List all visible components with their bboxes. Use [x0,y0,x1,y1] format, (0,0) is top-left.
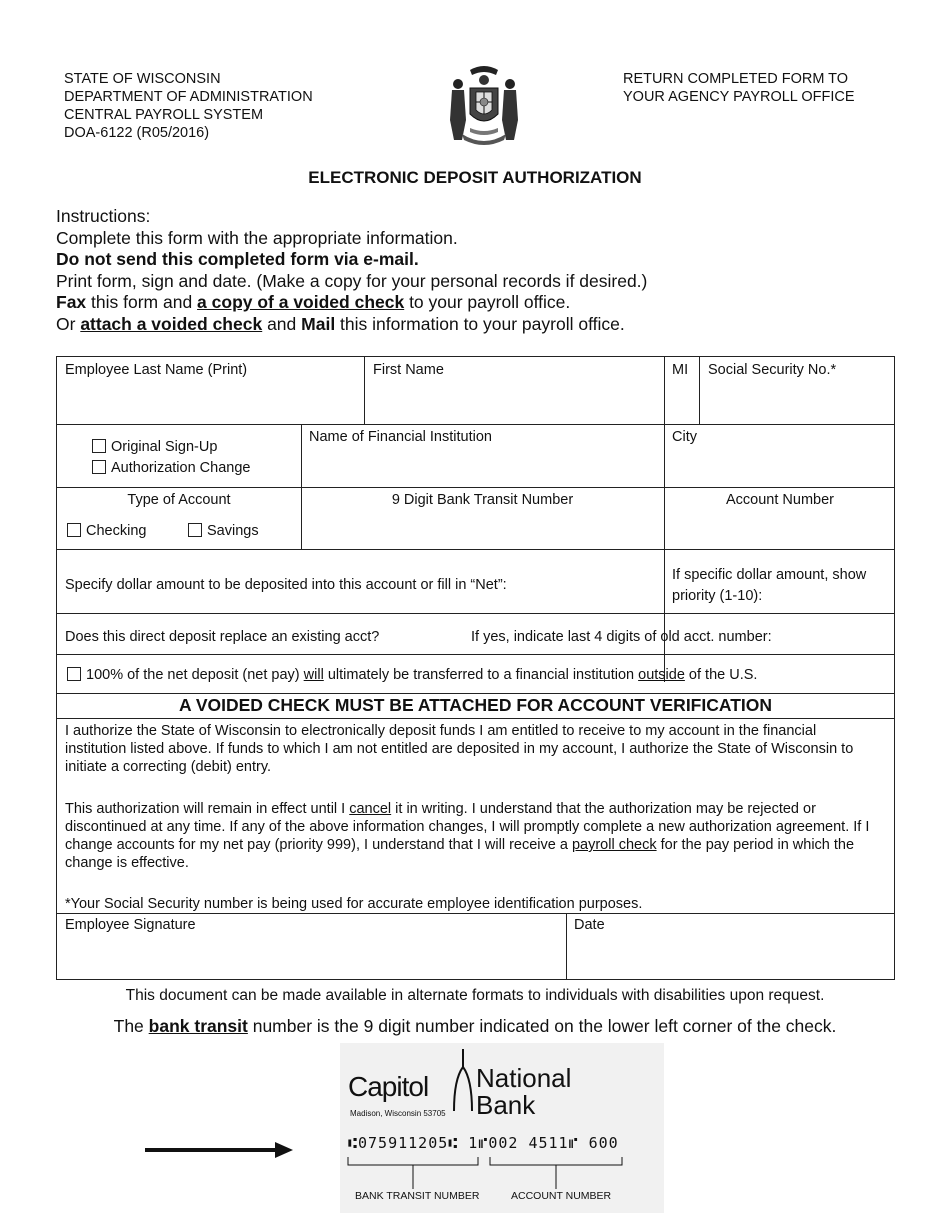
intl-text: of the U.S. [684,667,758,683]
first-name-label: First Name [373,362,444,378]
capitol-dome-icon [450,1049,476,1111]
last4-question: If yes, indicate last 4 digits of old acct. number: [471,629,772,645]
terms-text: This authorization will remain in effect until I [65,801,350,817]
divider [57,718,894,719]
institution-label: Name of Financial Institution [309,429,492,445]
intl-text: 100% of the net deposit (net pay) [86,667,304,683]
divider [57,549,894,550]
account-type-label: Type of Account [127,492,231,508]
micr-line: ⑆075911205⑆ 1⑈002 4511⑈ 600 [348,1134,619,1152]
arrow-right-icon [145,1140,295,1160]
original-signup-label: Original Sign-Up [111,439,218,455]
replace-account-question: Does this direct deposit replace an existing acct? [65,629,380,645]
form-number: DOA-6122 (R05/2016) [64,125,210,141]
divider [566,913,567,980]
voided-check-banner: A VOIDED CHECK MUST BE ATTACHED FOR ACCOUNT VERIFICATION [178,695,773,715]
instruction-text: and [262,313,302,334]
agency-line: STATE OF WISCONSIN [64,71,221,87]
instruction-line: Complete this form with the appropriate information. [56,227,458,248]
return-line: YOUR AGENCY PAYROLL OFFICE [623,89,855,105]
deposit-form [56,356,895,980]
checking-checkbox[interactable] [67,523,81,537]
divider [699,357,700,424]
divider [57,424,894,425]
page-title: ELECTRONIC DEPOSIT AUTHORIZATION [308,168,642,187]
wisconsin-seal-icon [440,62,528,148]
mail-word: Mail [301,313,336,334]
return-instruction [623,70,855,106]
divider [57,913,894,914]
ssn-label: Social Security No.* [708,362,837,378]
dollar-amount-label: Specify dollar amount to be deposited into this account or fill in “Net”: [65,577,507,593]
divider [57,693,894,694]
authorization-paragraph: I authorize the State of Wisconsin to electronically deposit funds I am entitled to receive to my account in the financial institution listed above. If funds to which I am not entitled are deposited in my account, I authorize the State of Wisconsin to initiate a correcting (debit) entry. [65,723,854,775]
instruction-text: this form and [86,292,198,312]
instruction-line-bold [56,249,647,271]
bank-logo-national: National [476,1063,572,1093]
savings-label: Savings [207,523,259,539]
agency-line: CENTRAL PAYROLL SYSTEM [64,107,264,123]
bank-logo-name [476,1065,571,1119]
terms-text: it in writing. I understand that the authorization may be rejected or discontinued at any time. If any of the above information changes, I will promptly complete a new authorization agreement. If I change accounts for my net pay (priority 999), I understand that I will receive a [65,801,870,853]
instruction-line-fax [56,292,647,314]
divider [364,357,365,424]
auth-change-checkbox[interactable] [92,460,106,474]
instruction-text: to your payroll office. [404,292,571,312]
bank-logo-capitol: Capitol [348,1071,429,1102]
bank-address: Madison, Wisconsin 53705 [350,1109,446,1118]
transit-explanation [0,1016,950,1037]
instruction-text: this information to your payroll office. [335,313,625,334]
no-email-warning: Do not send this completed form via e-mail. [56,249,419,269]
savings-checkbox[interactable] [188,523,202,537]
mi-label: MI [672,362,689,378]
original-signup-option[interactable] [92,439,217,455]
sample-check [340,1043,664,1213]
bank-transit-term: bank transit [148,1016,248,1036]
return-line: RETURN COMPLETED FORM TO [623,71,849,87]
checking-option[interactable] [67,523,146,539]
fax-word: Fax [56,292,87,312]
instruction-line-mail [56,314,647,336]
last-name-label: Employee Last Name (Print) [65,362,248,378]
ssn-note: *Your Social Security number is being used for accurate employee identification purposes. [65,896,643,912]
priority-label: If specific dollar amount, show priority (1-10): [672,567,867,604]
intl-will: will [303,667,324,683]
account-number-caption: ACCOUNT NUMBER [511,1190,612,1202]
city-label: City [672,429,697,445]
agency-header [64,70,313,142]
checking-label: Checking [86,523,147,539]
terms-text: for the pay period in which the change is effective. [65,837,855,871]
voided-check-copy: a copy of a voided check [197,292,405,312]
savings-option[interactable] [188,523,259,539]
transit-text: number is the 9 digit number indicated on the lower left corner of the check. [247,1016,837,1036]
instructions [56,206,647,335]
transit-text: The [113,1016,149,1036]
international-transfer-option[interactable] [67,667,757,683]
signature-label: Employee Signature [65,917,196,933]
intl-text: ultimately be transferred to a financial institution [323,667,639,683]
instructions-heading: Instructions: [56,206,151,226]
authorization-terms-paragraph [65,800,880,872]
terms-payroll-check: payroll check [571,837,657,853]
instruction-text: Or [56,313,81,334]
divider [57,613,894,614]
bank-transit-caption: BANK TRANSIT NUMBER [355,1190,480,1202]
divider [57,654,894,655]
alternate-formats-note: This document can be made available in alternate formats to individuals with disabilities upon request. [125,987,825,1004]
bank-logo-bank: Bank [476,1090,536,1120]
transit-label: 9 Digit Bank Transit Number [391,492,574,508]
auth-change-option[interactable] [92,460,250,476]
intl-outside: outside [638,667,685,683]
terms-cancel: cancel [349,801,392,817]
instruction-line: Print form, sign and date. (Make a copy for your personal records if desired.) [56,270,648,291]
agency-line: DEPARTMENT OF ADMINISTRATION [64,89,313,105]
original-signup-checkbox[interactable] [92,439,106,453]
divider [57,487,894,488]
micr-brackets [340,1155,664,1191]
auth-change-label: Authorization Change [111,460,251,476]
international-transfer-checkbox[interactable] [67,667,81,681]
attach-voided-check: attach a voided check [80,313,263,334]
date-label: Date [574,917,605,933]
divider [664,357,665,424]
account-number-label: Account Number [726,492,834,508]
